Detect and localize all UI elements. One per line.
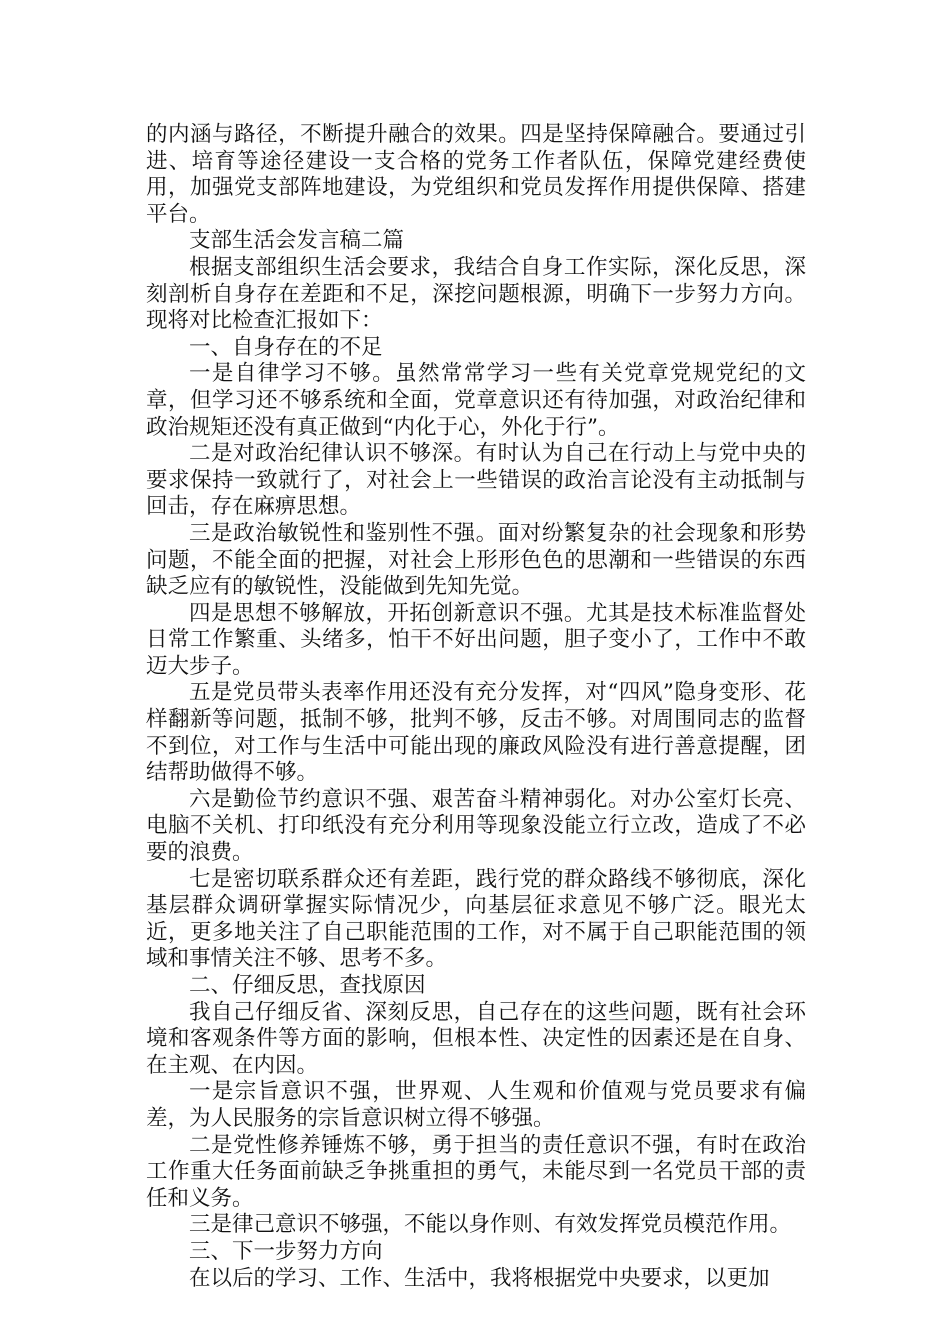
paragraph-point-5: 五是党员带头表率作用还没有充分发挥，对“四风”隐身变形、花样翻新等问题，抵制不够，批判不够，反击不够。对周围同志的监督不到位，对工作与生活中可能出现的廉政风险没有进行善意提醒，团结帮助做得不够。 (146, 680, 806, 786)
paragraph-direction: 在以后的学习、工作、生活中，我将根据党中央要求，以更加 (189, 1265, 770, 1291)
paragraph-cause-1: 一是宗旨意识不强，世界观、人生观和价值观与党员要求有偏差，为人民服务的宗旨意识树立得不够强。 (146, 1079, 806, 1131)
section-heading-2: 二、仔细反思，查找原因 (189, 973, 426, 998)
paragraph-point-6: 六是勤俭节约意识不强、艰苦奋斗精神弱化。对办公室灯长亮、电脑不关机、打印纸没有充分利用等现象没能立行立改，造成了不必要的浪费。 (146, 786, 806, 866)
paragraph-intro: 根据支部组织生活会要求，我结合自身工作实际，深化反思，深刻剖析自身存在差距和不足，深挖问题根源，明确下一步努力方向。现将对比检查汇报如下： (146, 254, 806, 334)
section-heading-1: 一、自身存在的不足 (189, 334, 383, 360)
paragraph-cause-2: 二是党性修养锤炼不够，勇于担当的责任意识不强，有时在政治工作重大任务面前缺乏争挑重担的勇气，未能尽到一名党员干部的责任和义务。 (146, 1132, 806, 1211)
paragraph-point-2: 二是对政治纪律认识不够深。有时认为自己在行动上与党中央的要求保持一致就行了，对社会上一些错误的政治言论没有主动抵制与回击，存在麻痹思想。 (146, 441, 806, 520)
paragraph-cause-3: 三是律己意识不够强，不能以身作则、有效发挥党员模范作用。 (189, 1212, 792, 1238)
paragraph-point-3: 三是政治敏锐性和鉴别性不强。面对纷繁复杂的社会现象和形势问题，不能全面的把握，对社会上形形色色的思潮和一些错误的东西缺乏应有的敏锐性，没能做到先知先觉。 (146, 520, 806, 600)
paragraph-point-4: 四是思想不够解放，开拓创新意识不强。尤其是技术标准监督处日常工作繁重、头绪多，怕干不好出问题，胆子变小了，工作中不敢迈大步子。 (146, 600, 806, 679)
paragraph-continuation: 的内涵与路径，不断提升融合的效果。四是坚持保障融合。要通过引进、培育等途径建设一支合格的党务工作者队伍，保障党建经费使用，加强党支部阵地建设，为党组织和党员发挥作用提供保障、搭建平台。 (146, 122, 806, 227)
paragraph-reflection: 我自己仔细反省、深刻反思，自己存在的这些问题，既有社会环境和客观条件等方面的影响，但根本性、决定性的因素还是在自身、在主观、在内因。 (146, 999, 806, 1078)
paragraph-point-7: 七是密切联系群众还有差距，践行党的群众路线不够彻底，深化基层群众调研掌握实际情况少，向基层征求意见不够广泛。眼光太近，更多地关注了自己职能范围的工作，对不属于自己职能范围的领域和事情关注不够、思考不多。 (146, 866, 806, 972)
section-title: 支部生活会发言稿二篇 (189, 228, 405, 254)
section-heading-3: 三、下一步努力方向 (189, 1238, 383, 1264)
paragraph-point-1: 一是自律学习不够。虽然常常学习一些有关党章党规党纪的文章，但学习还不够系统和全面，党章意识还有待加强，对政治纪律和政治规矩还没有真正做到“内化于心，外化于行”。 (146, 361, 806, 440)
document-body (146, 122, 806, 1292)
